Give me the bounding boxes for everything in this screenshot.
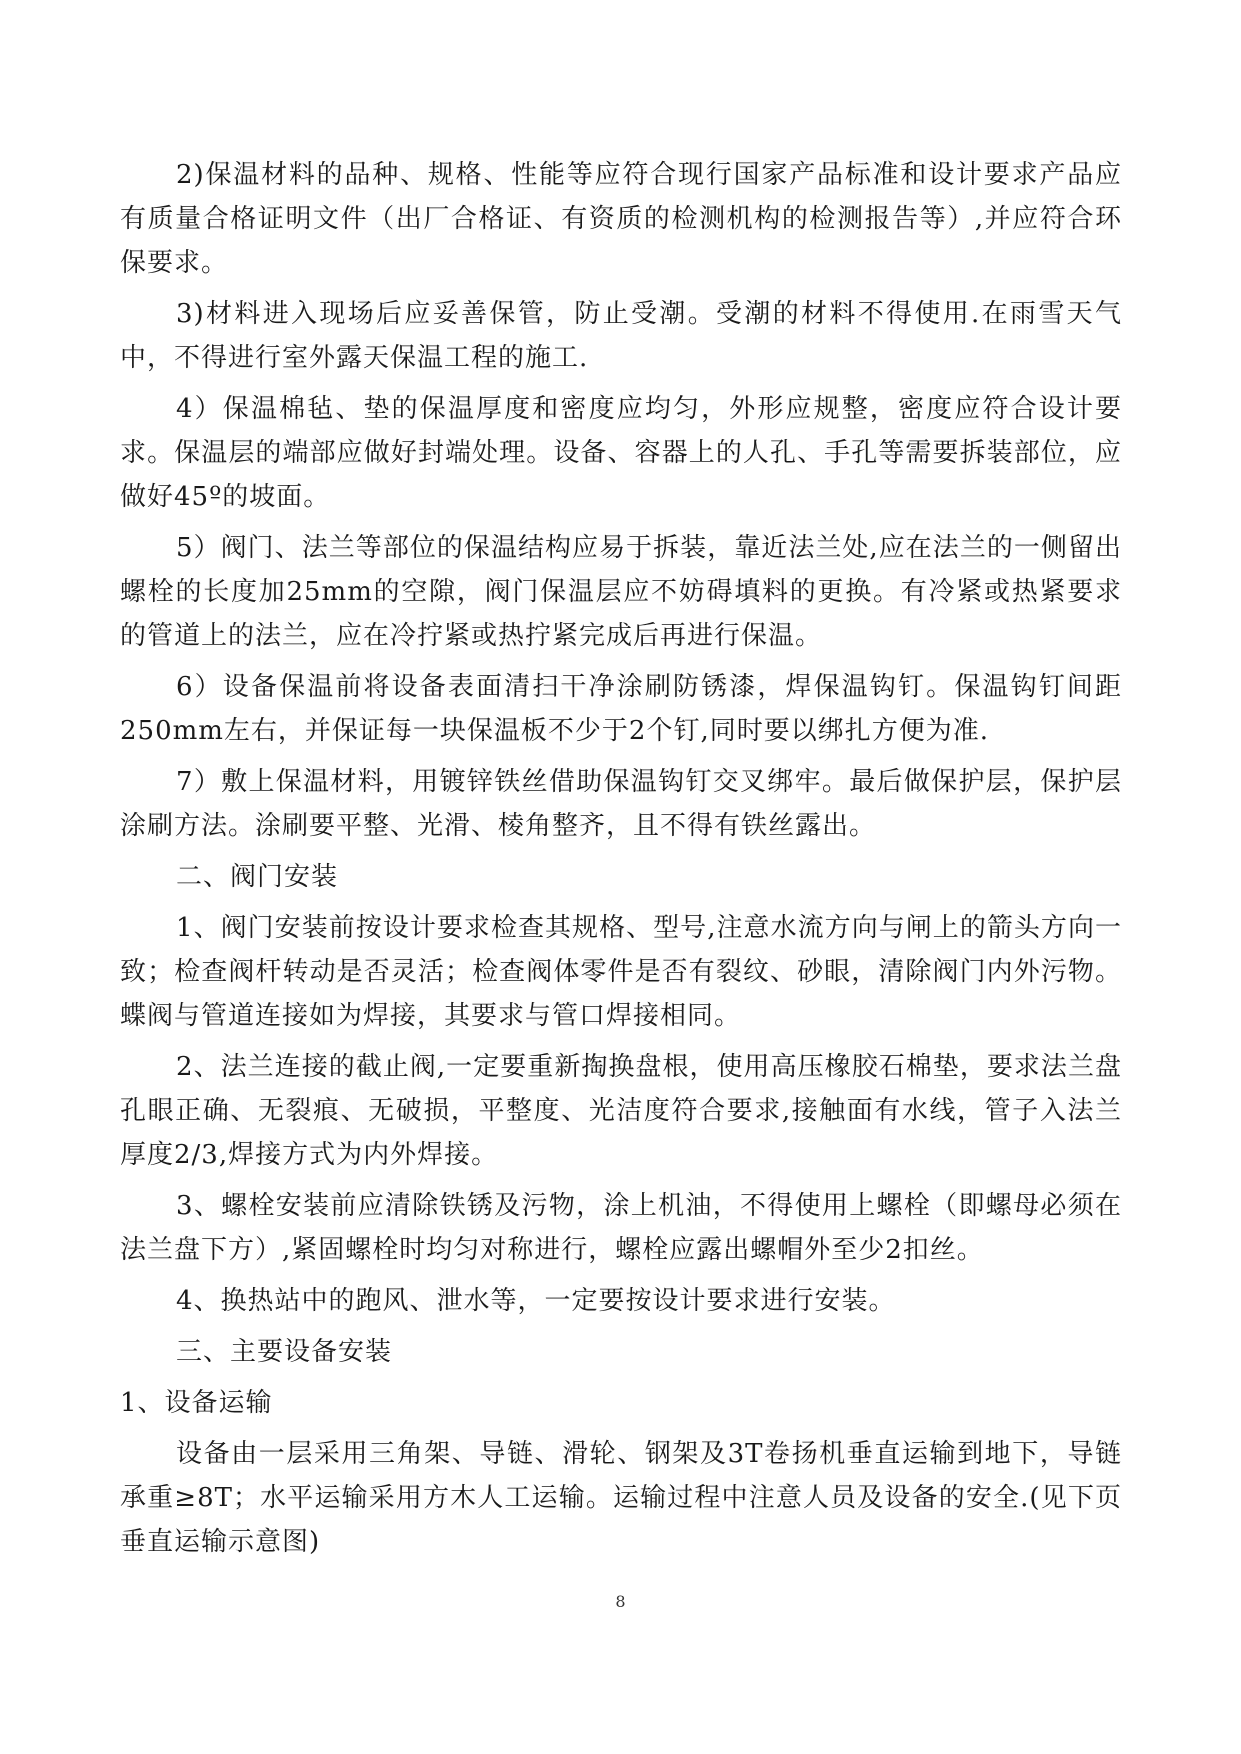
subsection-heading-transport: 1、设备运输 bbox=[120, 1388, 273, 1418]
valve-item-1: 1、阀门安装前按设计要求检查其规格、型号,注意水流方向与闸上的箭头方向一致；检查阀杆转动是否灵活；检查阀体零件是否有裂纹、砂眼，清除阀门内外污物。蝶阀与管道连接如为焊接，其要求与管口焊接相同。 bbox=[120, 913, 1122, 1031]
paragraph-item-4: 4）保温棉毡、垫的保温厚度和密度应均匀，外形应规整，密度应符合设计要求。保温层的端部应做好封端处理。设备、容器上的人孔、手孔等需要拆装部位，应做好45º的坡面。 bbox=[120, 394, 1122, 512]
paragraph-item-2: 2)保温材料的品种、规格、性能等应符合现行国家产品标准和设计要求产品应有质量合格证明文件（出厂合格证、有资质的检测机构的检测报告等）,并应符合环保要求。 bbox=[120, 160, 1122, 278]
page-number: 8 bbox=[615, 1592, 626, 1611]
valve-item-3: 3、螺栓安装前应清除铁锈及污物，涂上机油，不得使用上螺栓（即螺母必须在法兰盘下方）,紧固螺栓时均匀对称进行，螺栓应露出螺帽外至少2扣丝。 bbox=[120, 1191, 1122, 1265]
section-heading-equipment-installation: 三、主要设备安装 bbox=[176, 1337, 393, 1367]
paragraph-item-5: 5）阀门、法兰等部位的保温结构应易于拆装，靠近法兰处,应在法兰的一侧留出螺栓的长度加25mm的空隙，阀门保温层应不妨碍填料的更换。有冷紧或热紧要求的管道上的法兰，应在冷拧紧或热拧紧完成后再进行保温。 bbox=[120, 533, 1122, 651]
document-body bbox=[120, 153, 1122, 1571]
valve-item-2: 2、法兰连接的截止阀,一定要重新掏换盘根，使用高压橡胶石棉垫，要求法兰盘孔眼正确、无裂痕、无破损，平整度、光洁度符合要求,接触面有水线，管子入法兰厚度2/3,焊接方式为内外焊接。 bbox=[120, 1052, 1122, 1170]
section-heading-valve-installation: 二、阀门安装 bbox=[176, 862, 339, 892]
paragraph-item-6: 6）设备保温前将设备表面清扫干净涂刷防锈漆，焊保温钩钉。保温钩钉间距250mm左右，并保证每一块保温板不少于2个钉,同时要以绑扎方便为准. bbox=[120, 672, 1122, 746]
transport-paragraph: 设备由一层采用三角架、导链、滑轮、钢架及3T卷扬机垂直运输到地下，导链承重≥8T；水平运输采用方木人工运输。运输过程中注意人员及设备的安全.(见下页垂直运输示意图) bbox=[120, 1439, 1122, 1557]
paragraph-item-3: 3)材料进入现场后应妥善保管，防止受潮。受潮的材料不得使用.在雨雪天气中，不得进行室外露天保温工程的施工. bbox=[120, 299, 1122, 373]
valve-item-4: 4、换热站中的跑风、泄水等，一定要按设计要求进行安装。 bbox=[176, 1286, 896, 1316]
paragraph-item-7: 7）敷上保温材料，用镀锌铁丝借助保温钩钉交叉绑牢。最后做保护层，保护层涂刷方法。涂刷要平整、光滑、棱角整齐，且不得有铁丝露出。 bbox=[120, 767, 1122, 841]
